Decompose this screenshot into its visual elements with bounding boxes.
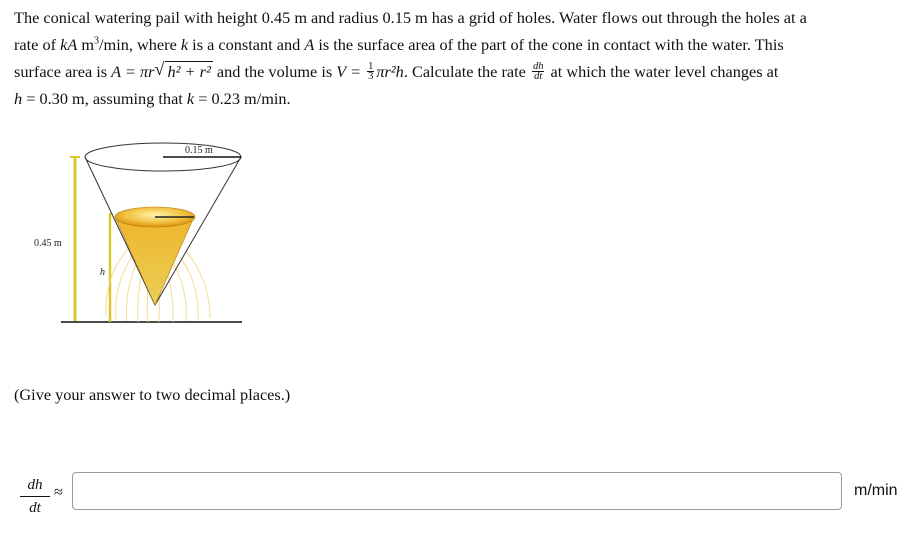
height-label: 0.45 m xyxy=(34,238,62,249)
math-h: h xyxy=(14,89,23,108)
fraction-denominator: dt xyxy=(534,70,543,82)
answer-input[interactable] xyxy=(72,472,842,510)
exponent: 3 xyxy=(94,35,100,47)
problem-text: = 0.30 m, assuming that xyxy=(22,89,187,108)
problem-line-2 xyxy=(14,31,909,58)
problem-text: is a constant and xyxy=(188,35,305,54)
problem-text: surface area is xyxy=(14,62,112,81)
sqrt-expression xyxy=(154,58,212,85)
answer-row xyxy=(14,472,909,518)
approx-symbol: ≈ xyxy=(54,484,63,501)
math-k: k xyxy=(186,89,195,108)
rate-fraction xyxy=(532,62,545,81)
problem-text: /min, where xyxy=(99,35,181,54)
problem-line-3 xyxy=(14,58,909,85)
fraction-one-third xyxy=(367,62,374,81)
math-kA: kA xyxy=(60,35,78,54)
h-label: h xyxy=(100,267,105,278)
radicand: h² + r² xyxy=(167,62,211,81)
fraction-denominator: dt xyxy=(29,500,41,516)
fraction-numerator: dh xyxy=(532,60,544,72)
math-k: k xyxy=(180,35,189,54)
problem-line-4 xyxy=(14,85,909,112)
problem-text: m xyxy=(77,35,95,54)
fraction-denominator: 3 xyxy=(368,70,374,82)
instruction-text: (Give your answer to two decimal places.) xyxy=(14,385,291,404)
fraction-numerator: 1 xyxy=(368,60,374,72)
problem-text: and the volume is xyxy=(212,62,337,81)
math-A: A xyxy=(304,35,315,54)
volume-formula: V = xyxy=(336,62,366,81)
answer-lhs-fraction xyxy=(20,474,50,519)
watering-pail-figure xyxy=(28,135,278,335)
answer-unit: m/min xyxy=(854,482,898,499)
problem-text: rate of xyxy=(14,35,61,54)
height-bar xyxy=(70,157,80,322)
volume-formula-rest: πr²h xyxy=(376,62,404,81)
problem-text: is the surface area of the part of the cone in contact with the water. This xyxy=(314,35,784,54)
cone-diagram xyxy=(28,135,278,335)
radical-sign: √ xyxy=(154,59,165,79)
fraction-numerator: dh xyxy=(20,474,50,497)
problem-text: The conical watering pail with height 0.45 m and radius 0.15 m has a grid of holes. Water flows out through the holes at a xyxy=(14,8,807,27)
problem-text: at which the water level changes at xyxy=(546,62,779,81)
surface-area-formula: A = πr xyxy=(111,62,155,81)
problem-line-1 xyxy=(14,4,909,31)
problem-text: = 0.23 m/min. xyxy=(194,89,291,108)
radius-label: 0.15 m xyxy=(185,145,213,156)
problem-statement xyxy=(14,4,909,112)
problem-text: . Calculate the rate xyxy=(403,62,530,81)
